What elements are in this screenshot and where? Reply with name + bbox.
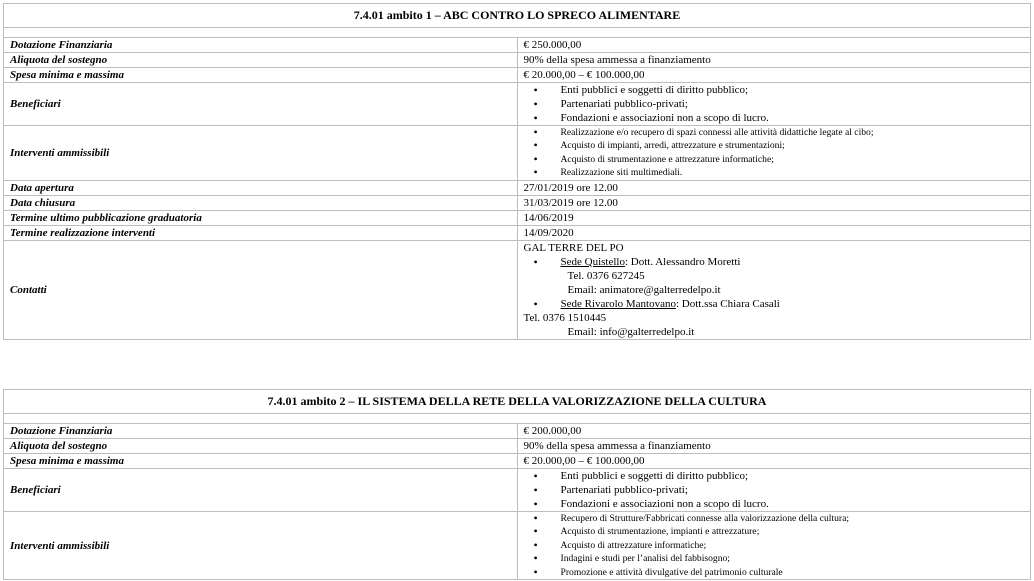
row-interventi <box>4 126 1031 181</box>
value-beneficiari <box>517 83 1031 126</box>
label-interventi: Interventi ammissibili <box>4 126 518 181</box>
contact-org: GAL TERRE DEL PO <box>523 241 624 254</box>
row-aliquota <box>4 53 1031 68</box>
list-item: • Enti pubblici e soggetti di diritto pubblico; <box>524 469 1025 483</box>
beneficiari-list <box>524 83 1025 125</box>
list-item: • Fondazioni e associazioni non a scopo di lucro. <box>524 497 1025 511</box>
label-beneficiari: Beneficiari <box>4 469 518 512</box>
list-item: • Fondazioni e associazioni non a scopo di lucro. <box>524 111 1025 125</box>
label-apertura: Data apertura <box>4 180 518 195</box>
value-dotazione: € 250.000,00 <box>517 38 1031 53</box>
list-item: • Realizzazione siti multimediali. <box>524 166 1025 179</box>
row-dotazione <box>4 424 1031 439</box>
row-aliquota <box>4 439 1031 454</box>
label-aliquota: Aliquota del sostegno <box>4 53 518 68</box>
list-item <box>524 255 1025 269</box>
table-title: 7.4.01 ambito 1 – ABC CONTRO LO SPRECO ALIMENTARE <box>4 4 1031 28</box>
interventi-list <box>524 512 1025 579</box>
label-aliquota: Aliquota del sostegno <box>4 439 518 454</box>
label-contatti: Contatti <box>4 240 518 339</box>
sede-2-person: : Dott.ssa Chiara Casali <box>675 297 780 310</box>
row-apertura <box>4 180 1031 195</box>
sede-1-name: Sede Quistello <box>560 255 625 268</box>
beneficiari-list <box>524 469 1025 511</box>
call-table-ambito-2 <box>3 389 1031 580</box>
interventi-list <box>524 126 1025 180</box>
label-chiusura: Data chiusura <box>4 195 518 210</box>
value-spesa: € 20.000,00 – € 100.000,00 <box>517 454 1031 469</box>
row-dotazione <box>4 38 1031 53</box>
label-spesa: Spesa minima e massima <box>4 68 518 83</box>
row-chiusura <box>4 195 1031 210</box>
sede-2-name: Sede Rivarolo Mantovano <box>560 297 676 310</box>
list-item: • Acquisto di impianti, arredi, attrezzature e strumentazioni; <box>524 139 1025 152</box>
list-item: • Partenariati pubblico-privati; <box>524 97 1025 111</box>
list-item: • Realizzazione e/o recupero di spazi connessi alle attività didattiche legate al cibo; <box>524 126 1025 139</box>
sede-1-person: : Dott. Alessandro Moretti <box>624 255 741 268</box>
row-beneficiari <box>4 83 1031 126</box>
list-item: • Partenariati pubblico-privati; <box>524 483 1025 497</box>
list-item: • Enti pubblici e soggetti di diritto pubblico; <box>524 83 1025 97</box>
value-interventi <box>517 126 1031 181</box>
label-interventi: Interventi ammissibili <box>4 512 518 580</box>
list-item: • Acquisto di strumentazione, impianti e attrezzature; <box>524 525 1025 538</box>
list-item: • Acquisto di attrezzature informatiche; <box>524 539 1025 552</box>
value-dotazione: € 200.000,00 <box>517 424 1031 439</box>
label-realizzazione: Termine realizzazione interventi <box>4 225 518 240</box>
value-interventi <box>517 512 1031 580</box>
spacer-row <box>4 414 1031 424</box>
spacer-row <box>4 28 1031 38</box>
row-spesa <box>4 68 1031 83</box>
sede-2-email: Email: info@galterredelpo.it <box>567 325 695 338</box>
label-beneficiari: Beneficiari <box>4 83 518 126</box>
list-item: • Recupero di Strutture/Fabbricati connesse alla valorizzazione della cultura; <box>524 512 1025 525</box>
call-table-ambito-1 <box>3 3 1031 340</box>
value-contatti <box>517 240 1031 339</box>
row-realizzazione <box>4 225 1031 240</box>
label-dotazione: Dotazione Finanziaria <box>4 424 518 439</box>
list-item: • Promozione e attività divulgative del patrimonio culturale <box>524 566 1025 579</box>
list-item: • Indagini e studi per l’analisi del fabbisogno; <box>524 552 1025 565</box>
row-interventi <box>4 512 1031 580</box>
value-apertura: 27/01/2019 ore 12.00 <box>517 180 1031 195</box>
sede-2-tel: Tel. 0376 1510445 <box>523 311 607 324</box>
value-aliquota: 90% della spesa ammessa a finanziamento <box>517 439 1031 454</box>
table-title: 7.4.01 ambito 2 – IL SISTEMA DELLA RETE DELLA VALORIZZAZIONE DELLA CULTURA <box>4 390 1031 414</box>
contact-sede-1 <box>524 255 1025 269</box>
list-item <box>524 297 1025 311</box>
label-graduatoria: Termine ultimo pubblicazione graduatoria <box>4 210 518 225</box>
value-beneficiari <box>517 469 1031 512</box>
label-dotazione: Dotazione Finanziaria <box>4 38 518 53</box>
sede-1-tel: Tel. 0376 627245 <box>567 269 645 282</box>
contact-sede-2 <box>524 297 1025 311</box>
row-beneficiari <box>4 469 1031 512</box>
value-graduatoria: 14/06/2019 <box>517 210 1031 225</box>
label-spesa: Spesa minima e massima <box>4 454 518 469</box>
row-contatti <box>4 240 1031 339</box>
sede-1-email: Email: animatore@galterredelpo.it <box>567 283 721 296</box>
value-spesa: € 20.000,00 – € 100.000,00 <box>517 68 1031 83</box>
row-graduatoria <box>4 210 1031 225</box>
value-chiusura: 31/03/2019 ore 12.00 <box>517 195 1031 210</box>
value-aliquota: 90% della spesa ammessa a finanziamento <box>517 53 1031 68</box>
row-spesa <box>4 454 1031 469</box>
list-item: • Acquisto di strumentazione e attrezzature informatiche; <box>524 153 1025 166</box>
value-realizzazione: 14/09/2020 <box>517 225 1031 240</box>
